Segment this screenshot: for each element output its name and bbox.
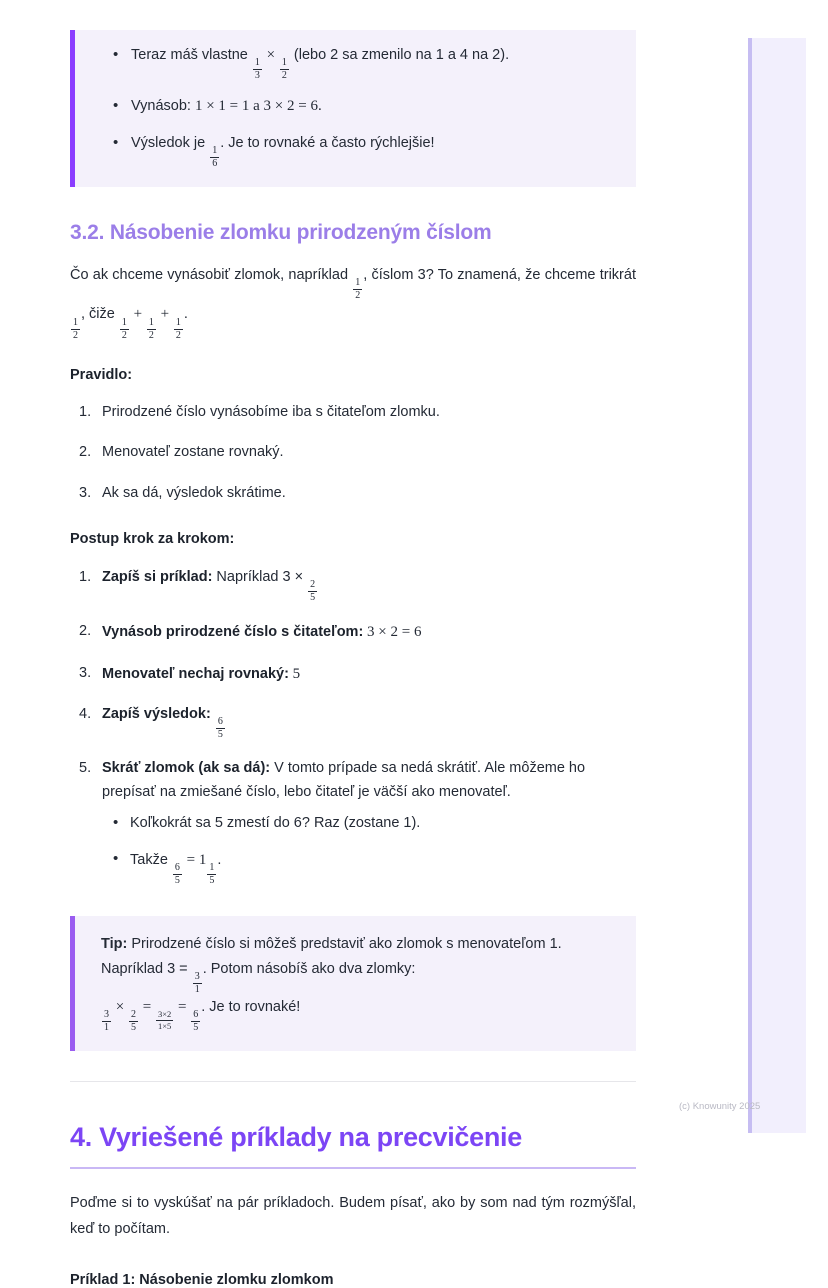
fraction: $\frac{6}{5}$ [193, 1009, 199, 1034]
heading-underline [70, 1167, 636, 1169]
tip-text-2-pre: Napríklad 3 = [101, 961, 192, 978]
fraction: $\frac{1}{5}$ [209, 862, 215, 887]
bullet-text-post: (lebo 2 sa zmenilo na 1 a 4 na 2). [289, 47, 510, 63]
list-item [131, 132, 616, 169]
copyright-footer: (c) Knowunity 2025 [679, 1101, 761, 1112]
math-expression: = 1 [182, 852, 207, 869]
document-content [70, 0, 636, 1288]
tip-line-2 [101, 957, 616, 995]
intro-text-2: , číslom 3? To znamená, že chceme trikrát [363, 267, 636, 284]
list-item [102, 757, 636, 886]
list-item [131, 44, 616, 81]
fraction: $\frac{1}{2}$ [148, 316, 154, 341]
section-heading-3-2: 3.2. Násobenie zlomku prirodzeným číslom [70, 221, 492, 245]
tip-line-3 [101, 995, 616, 1033]
intro-text-1: Čo ak chceme vynásobiť zlomok, napríklad [70, 267, 353, 284]
list-item [131, 95, 616, 118]
bullet-text-pre: Výsledok je [131, 135, 210, 152]
fraction: $\frac{2}{5}$ [310, 579, 316, 604]
steps-label: Postup krok za krokom: [70, 531, 235, 548]
tip-text-3-tail: . Je to rovnaké! [201, 999, 301, 1016]
fraction: $\frac{6}{5}$ [174, 862, 180, 887]
operator: + [129, 306, 146, 323]
section-4-paragraph: Poďme si to vyskúšať na pár príkladoch. Budem písať, ako by som nad tým rozmýšľal, keď to počítam. [70, 1195, 636, 1238]
step-sub-bullet-list [102, 812, 636, 886]
tip-line-1 [101, 932, 616, 957]
bullet-text-post: . Je to rovnaké a často rýchlejšie! [220, 135, 435, 152]
fraction: $\frac{1}{2}$ [175, 316, 181, 341]
rules-list [70, 401, 636, 505]
operator: × [112, 999, 128, 1016]
rule-label: Pravidlo: [70, 366, 133, 383]
sub-bullet-post: . [217, 852, 222, 869]
fraction: $\frac{1}{2}$ [121, 316, 127, 341]
section-3-2-intro-paragraph [70, 263, 636, 340]
list-item: Ak sa dá, výsledok skrátime. [102, 484, 286, 501]
callout-bullet-list [101, 44, 616, 169]
step-title: Menovateľ nechaj rovnaký: [102, 665, 289, 682]
fraction: $\frac{3\times 2}{1\times 5}$ [157, 1009, 172, 1031]
section-heading-4: 4. Vyriešené príklady na precvičenie [70, 1122, 522, 1153]
list-item [102, 620, 636, 644]
operator: = [138, 999, 155, 1016]
operator: = [174, 999, 191, 1016]
fraction: $\frac{2}{5}$ [130, 1009, 136, 1034]
list-item [102, 662, 636, 686]
section-divider [70, 1081, 636, 1082]
intro-text-3: , čiže [81, 306, 119, 323]
list-item [102, 703, 636, 740]
callout-shortcut-method [70, 30, 636, 187]
math-expression: 1 × 1 = 1 a 3 × 2 = 6. [194, 98, 322, 115]
sub-bullet-pre: Takže [130, 852, 172, 869]
list-item [130, 848, 636, 886]
fraction: $\frac{1}{6}$ [212, 145, 218, 170]
step-text: Napríklad 3 × [212, 569, 308, 586]
math-expression: 5 [288, 665, 301, 682]
tip-text-1: Prirodzené číslo si môžeš predstaviť ako zlomok s menovateľom 1. [127, 936, 562, 953]
tip-label: Tip: [101, 936, 128, 953]
fraction: $\frac{1}{2}$ [281, 57, 287, 82]
fraction: $\frac{6}{5}$ [217, 716, 223, 741]
list-item: • Koľkokrát sa 5 zmestí do 6? Raz (zostane 1). [130, 812, 636, 835]
operator: × [262, 47, 279, 63]
list-item: Prirodzené číslo vynásobíme iba s čitateľom zlomku. [102, 403, 440, 420]
step-text [211, 706, 215, 722]
math-expression: 3 × 2 = 6 [363, 624, 422, 641]
intro-text-end: . [183, 306, 188, 323]
fraction: $\frac{3}{1}$ [104, 1009, 109, 1034]
example-1-label: Príklad 1: Násobenie zlomku zlomkom [70, 1272, 334, 1288]
list-item [102, 566, 636, 603]
step-title: Skráť zlomok (ak sa dá): [102, 760, 271, 777]
bullet-text-pre: Vynásob: [131, 98, 195, 115]
tip-text-2-post: . Potom násobíš ako dva zlomky: [202, 961, 416, 978]
callout-tip [70, 916, 636, 1051]
step-title: Zapíš výsledok: [102, 706, 211, 723]
step-text: V tomto prípade sa nedá skrátiť. Ale môžeme ho prepísať na zmiešané číslo, lebo čitateľ je väčší ako menovateľ. [102, 760, 586, 800]
right-rail-accent-edge [748, 38, 752, 1133]
operator: + [156, 306, 173, 323]
right-decorative-rail [748, 38, 806, 1133]
fraction: $\frac{1}{2}$ [355, 277, 361, 302]
list-item: Menovateľ zostane rovnaký. [102, 444, 284, 461]
fraction: $\frac{1}{2}$ [73, 316, 78, 341]
fraction: $\frac{3}{1}$ [194, 971, 200, 996]
steps-list [70, 566, 636, 886]
fraction: $\frac{1}{3}$ [254, 57, 260, 82]
step-title: Vynásob prirodzené číslo s čitateľom: [102, 624, 364, 641]
bullet-text-pre: Teraz máš vlastne [131, 47, 252, 63]
step-title: Zapíš si príklad: [102, 569, 213, 586]
